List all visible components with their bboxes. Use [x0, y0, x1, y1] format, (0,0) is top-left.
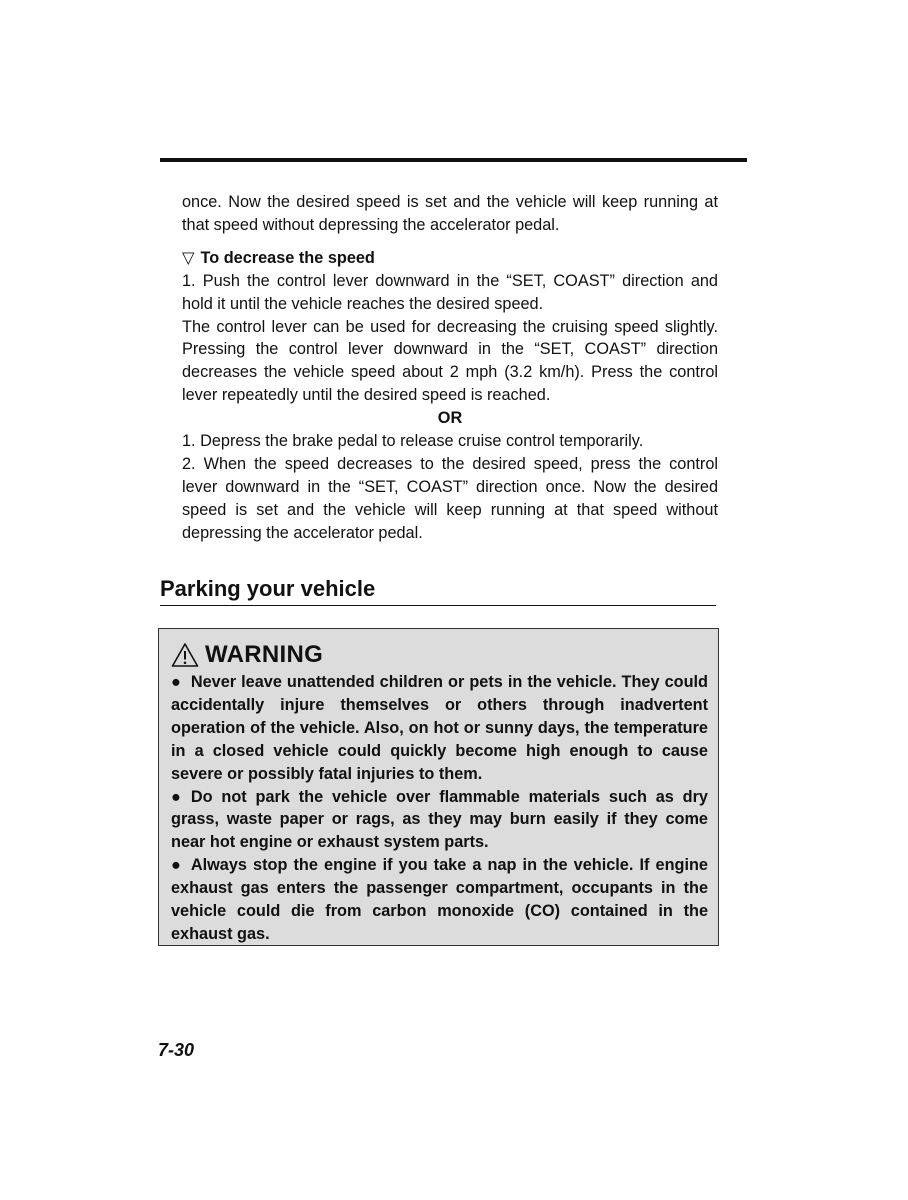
bullet-icon: ● — [171, 856, 181, 875]
page-number: 7-30 — [158, 1040, 195, 1060]
intro-paragraph: once. Now the desired speed is set and the vehicle will keep running at that speed without depressing the accelerator pedal. — [182, 193, 718, 234]
warning-triangle-icon — [171, 642, 199, 668]
warning-item-text: Do not park the vehicle over flammable materials such as dry grass, waste paper or rags, as they may burn easily if they come near hot engine or exhaust system parts. — [171, 787, 708, 852]
body-text — [182, 191, 718, 545]
triangle-icon: ▽ — [182, 248, 195, 267]
warning-item-text: Always stop the engine if you take a nap in the vehicle. If engine exhaust gas enters the passenger compartment, occupants in the vehicle could die from carbon monoxide (CO) contained in the exhaust gas. — [171, 856, 708, 943]
step-1: 1. Push the control lever downward in the “SET, COAST” direction and hold it until the vehicle reaches the desired speed. — [182, 271, 718, 313]
warning-title: WARNING — [205, 641, 324, 668]
subheading — [182, 247, 718, 270]
subheading-label: To decrease the speed — [200, 248, 375, 267]
warning-box — [158, 628, 719, 946]
warning-item — [171, 786, 708, 855]
alt-step-1: 1. Depress the brake pedal to release cruise control temporarily. — [182, 432, 644, 451]
warning-item — [171, 854, 708, 946]
section-title: Parking your vehicle — [160, 574, 716, 606]
warning-item — [171, 671, 708, 786]
bullet-icon: ● — [171, 787, 181, 806]
or-divider: OR — [437, 409, 463, 428]
explanation-paragraph: The control lever can be used for decreasing the cruising speed slightly. Pressing the control lever downward in the “SET, COAST” direction decreases the vehicle speed about 2 mph (3.2 km/h). Press the control lever repeatedly until the desired speed is reached. — [182, 317, 718, 405]
top-rule — [160, 158, 747, 162]
warning-header — [171, 639, 708, 671]
alt-step-2: 2. When the speed decreases to the desired speed, press the control lever downward in the “SET, COAST” direction once. Now the desired speed is set and the vehicle will keep running at that speed without depressing the accelerator pedal. — [182, 454, 718, 542]
warning-item-text: Never leave unattended children or pets in the vehicle. They could accidentally injure themselves or others through inadvertent operation of the vehicle. Also, on hot or sunny days, the temperature in a closed vehicle could quickly become high enough to cause severe or possibly fatal injuries to them. — [171, 673, 708, 783]
bullet-icon: ● — [171, 673, 181, 691]
